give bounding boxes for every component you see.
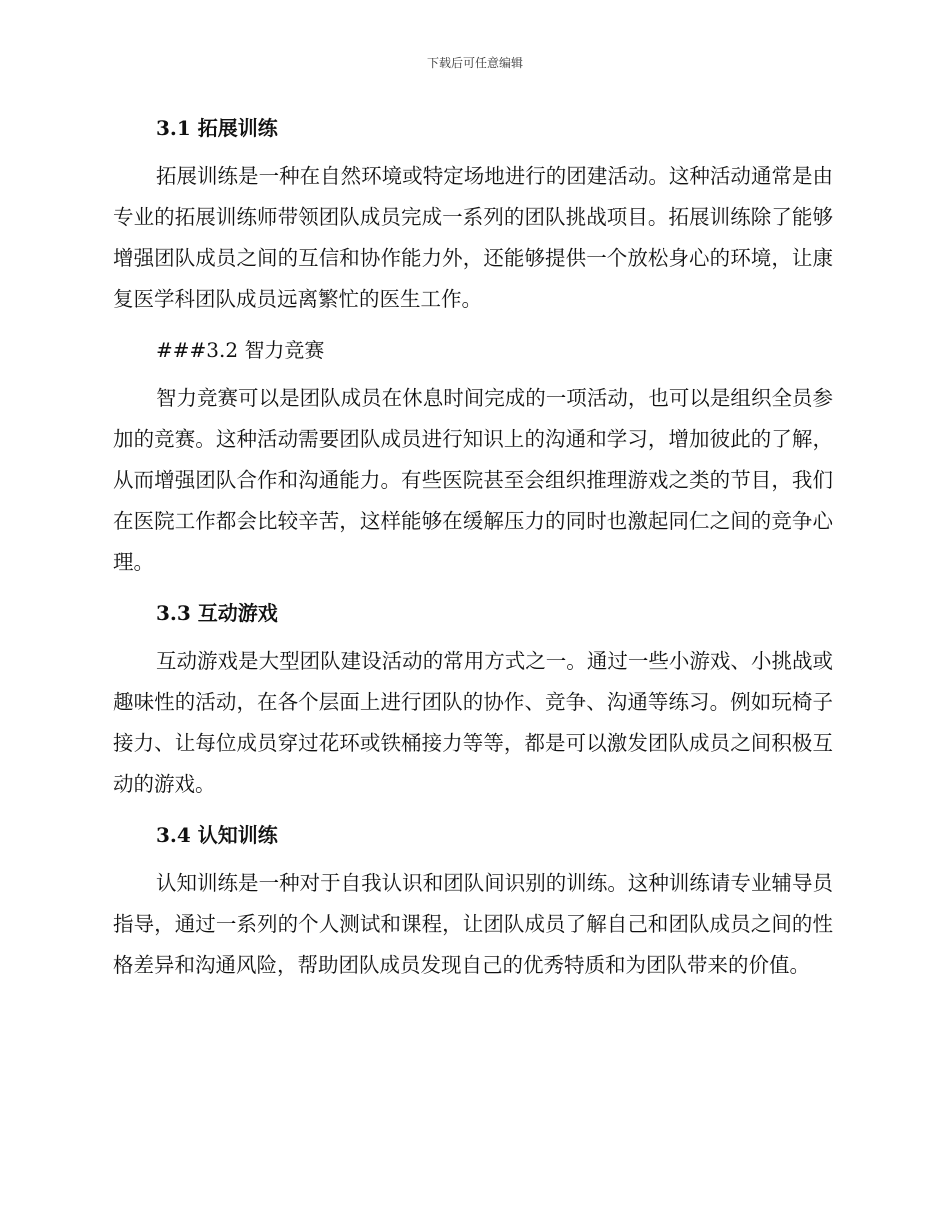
section-heading-3-3: 3.3 互动游戏: [156, 601, 278, 625]
section-heading-3-2: ###3.2 智力竞赛: [156, 338, 325, 362]
section-paragraph-3-2: 智力竞赛可以是团队成员在休息时间完成的一项活动，也可以是组织全员参加的竞赛。这种活动需要团队成员进行知识上的沟通和学习，增加彼此的了解，从而增强团队合作和沟通能力。有些医院甚至会组织推理游戏之类的节目，我们在医院工作都会比较辛苦，这样能够在缓解压力的同时也激起同仁之间的竞争心理。: [113, 386, 833, 574]
section-paragraph-3-3: 互动游戏是大型团队建设活动的常用方式之一。通过一些小游戏、小挑战或趣味性的活动，在各个层面上进行团队的协作、竞争、沟通等练习。例如玩椅子接力、让每位成员穿过花环或铁桶接力等等，都是可以激发团队成员之间积极互动的游戏。: [113, 649, 833, 796]
section-paragraph-3-4: 认知训练是一种对于自我认识和团队间识别的训练。这种训练请专业辅导员指导，通过一系列的个人测试和课程，让团队成员了解自己和团队成员之间的性格差异和沟通风险，帮助团队成员发现自己的优秀特质和为团队带来的价值。: [113, 871, 833, 977]
section-heading-3-4: 3.4 认知训练: [156, 823, 278, 847]
header-note: 下载后可任意编辑: [426, 56, 523, 70]
document-body: [113, 110, 833, 998]
section-heading-3-1: 3.1 拓展训练: [156, 116, 278, 140]
section-paragraph-3-1: 拓展训练是一种在自然环境或特定场地进行的团建活动。这种活动通常是由专业的拓展训练师带领团队成员完成一系列的团队挑战项目。拓展训练除了能够增强团队成员之间的互信和协作能力外，还能够提供一个放松身心的环境，让康复医学科团队成员远离繁忙的医生工作。: [113, 164, 833, 311]
